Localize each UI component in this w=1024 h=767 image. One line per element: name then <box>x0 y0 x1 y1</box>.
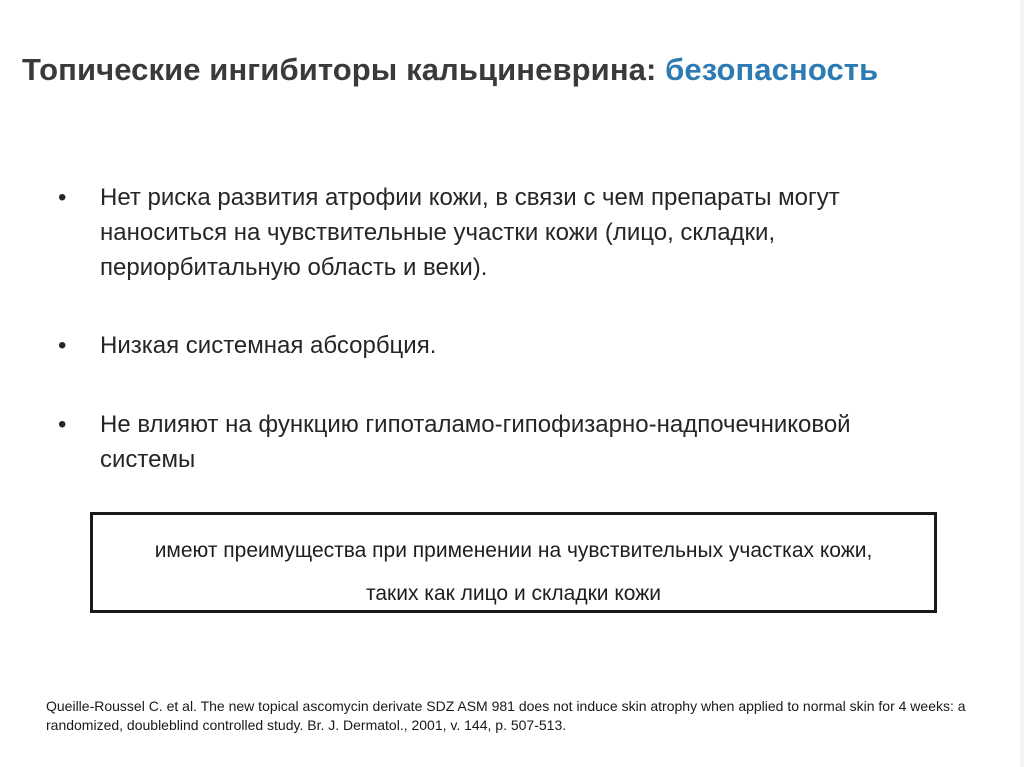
highlight-line: таких как лицо и складки кожи <box>365 582 662 605</box>
slide-edge <box>1020 0 1024 767</box>
bullet-line: системы <box>100 446 196 473</box>
highlight-line: имеют преимущества при применении на чувствительных участках кожи, <box>154 539 873 562</box>
bullet-line: периорбитальную область и веки). <box>100 254 488 281</box>
bullet-item <box>56 180 956 285</box>
title-accent: безопасность <box>665 52 879 87</box>
bullet-line: Низкая системная абсорбция. <box>100 332 437 359</box>
reference-line: Queille-Roussel C. et al. The new topical ascomycin derivate SDZ ASM 981 does not induce skin atrophy when applied to normal skin for 4 weeks: a <box>46 698 966 714</box>
slide-title <box>22 52 1012 88</box>
bullet-line: Не влияют на функцию гипоталамо-гипофизарно-надпочечниковой <box>100 411 851 438</box>
reference-line: randomized, doubleblind controlled study. Br. J. Dermatol., 2001, v. 144, p. 507-513. <box>46 717 567 733</box>
bullet-marker: • <box>58 332 67 359</box>
reference-citation <box>46 697 1006 735</box>
highlight-box <box>90 512 937 613</box>
bullet-marker: • <box>58 411 67 438</box>
bullet-line: наноситься на чувствительные участки кожи (лицо, складки, <box>100 219 776 246</box>
bullet-item <box>56 407 956 477</box>
bullet-marker: • <box>58 184 67 211</box>
title-main: Топические ингибиторы кальциневрина: <box>22 52 666 87</box>
bullet-list <box>56 180 956 477</box>
bullet-line: Нет риска развития атрофии кожи, в связи с чем препараты могут <box>100 184 840 211</box>
bullet-item <box>56 328 956 363</box>
